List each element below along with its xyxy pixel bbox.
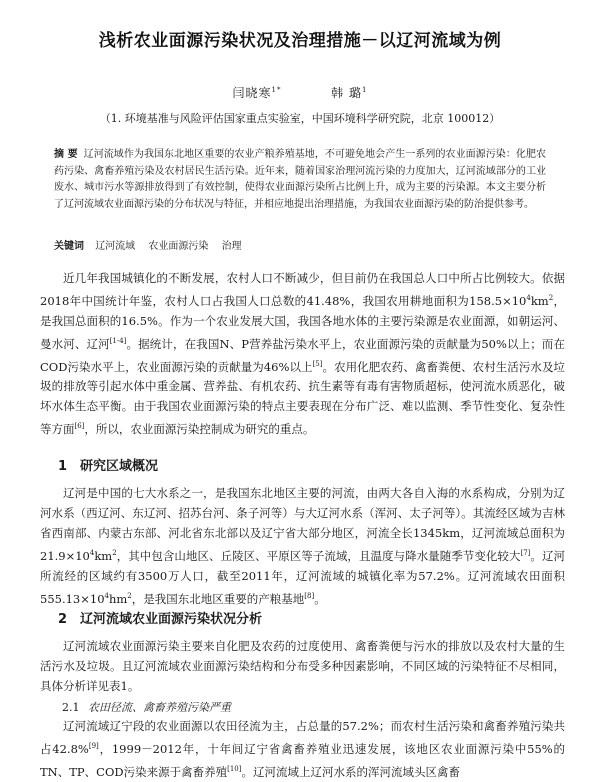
author-line bbox=[0, 84, 600, 101]
keyword: 辽河流域 bbox=[95, 241, 136, 252]
text-run: ，其中包含山地区、丘陵区、平原区等子流域，且温度与降水量随季节变化较大 bbox=[116, 548, 521, 563]
abstract-text: 辽河流域作为我国东北地区重要的农业产粮养殖基地，不可避免地会产生一系列的农业面源污染：化肥农药污染、禽畜养殖污染及农村居民生活污染。近年来，随着国家治理河流污染的力度加大，辽河流域部分的工业废水、城市污水等源排放得到了有效控制，使得农业面源污染所占比例上升，成为主要的污染源。本文主要分析了辽河流域农业面源污染的分布状况与特征，并相应地提出治理措施，为我国农业面源污染的防治提供参考。 bbox=[54, 149, 546, 210]
text-run: 。辽河流域上辽河水系的浑河流域头区禽畜 bbox=[241, 764, 460, 779]
section-number: 1 bbox=[58, 459, 68, 474]
section-paragraph bbox=[40, 636, 565, 696]
paper-title: 浅析农业面源污染状况及治理措施－以辽河流域为例 bbox=[98, 31, 502, 51]
citation-superscript: [1-4] bbox=[109, 336, 127, 345]
section-paragraph bbox=[40, 483, 565, 609]
citation-superscript: 2 bbox=[112, 549, 117, 557]
citation-superscript: 2 bbox=[548, 294, 554, 302]
subsection-heading bbox=[62, 699, 231, 715]
abstract-label: 摘 要 bbox=[54, 149, 78, 160]
text-run: ，所以，农业面源污染控制成为研究的重点。 bbox=[84, 422, 315, 437]
citation-superscript: [7] bbox=[520, 549, 531, 557]
text-run: km bbox=[94, 548, 113, 563]
text-run: 辽河是中国的七大水系之一，是我国东北地区主要的河流，由两大各自入海的水系构成，分别为辽河水系（西辽河、东辽河、招苏台河、条子河等）与大辽河水系（浑河、太子河等）。其流经区域为吉林省西南部、内蒙古东部、河北省东北部以及辽宁省大部分地区，河流全长1345km，辽河流域总面积为21.9×10 bbox=[40, 486, 565, 563]
text-run: 近几年我国城镇化的不断发展，农村人口不断减少，但目前仍在我国总人口中所占比例较大。依据2018年中国统计年鉴，农村人口占我国人口总数的41.48%，我国农用耕地面积为158.5×10 bbox=[40, 271, 565, 308]
text-run: ，是我国总面积的16.5%。作为一个农业发展大国，我国各地水体的主要污染源是农业面源，如朝运河、曼水河、辽河 bbox=[40, 293, 566, 351]
section-heading bbox=[58, 455, 158, 474]
keywords-label: 关键词 bbox=[54, 241, 84, 252]
text-run: 。农用化肥农药、禽畜粪便、农村生活污水及垃圾的排放等引起水体中重金属、营养盐、有机农药、抗生素等有毒有害物质超标，使河流水质恶化，破坏水体生态平衡。由于我国农业面源污染的特点主要表现在分布广泛、难以监测、季节性变化、复杂性等方面 bbox=[40, 359, 565, 437]
subsection-number: 2.1 bbox=[62, 701, 80, 714]
author-name: 闫晓寒 bbox=[232, 86, 272, 100]
section-heading bbox=[58, 608, 262, 627]
citation-superscript: 2 bbox=[127, 591, 132, 600]
text-run: 。 bbox=[314, 591, 326, 606]
citation-superscript: [10] bbox=[227, 764, 242, 773]
text-run: hm bbox=[108, 591, 128, 606]
section-number: 2 bbox=[58, 612, 68, 627]
keyword: 治理 bbox=[221, 241, 242, 252]
section-title: 研究区域概况 bbox=[80, 459, 159, 474]
citation-superscript: [8] bbox=[304, 591, 315, 600]
keywords bbox=[54, 237, 546, 252]
abstract bbox=[54, 147, 546, 213]
citation-superscript: [5] bbox=[312, 359, 323, 368]
text-run: km bbox=[530, 293, 549, 308]
text-run: 。辽河所流经的区域约有3500万人口，截至2011年，辽河流域的城镇化率为57.2%。辽河流域农田面积555.13×10 bbox=[40, 548, 565, 606]
text-run: ，1999－2012年，十年间辽宁省禽畜养殖业迅速发展，该地区农业面源污染中55%的TN、TP、COD污染来源于禽畜养殖 bbox=[40, 741, 565, 779]
author-name: 韩 璐 bbox=[331, 86, 362, 100]
intro-paragraph bbox=[40, 268, 565, 439]
text-run: 辽河流域辽宁段的农业面源以农田径流为主，占总量的57.2%；而农村生活污染和禽畜养殖污染共占42.8% bbox=[40, 719, 565, 756]
citation-superscript: [9] bbox=[88, 742, 99, 750]
text-run: ，是我国东北地区重要的产粮基地 bbox=[131, 591, 305, 606]
keyword: 农业面源污染 bbox=[148, 241, 209, 252]
citation-superscript: 4 bbox=[104, 591, 109, 600]
section-title: 辽河流域农业面源污染状况分析 bbox=[80, 612, 263, 627]
author-affiliation-mark: 1 bbox=[362, 86, 368, 94]
citation-superscript: 4 bbox=[526, 294, 531, 302]
text-run: 辽河流域农业面源污染主要来自化肥及农药的过度使用、禽畜粪便与污水的排放以及农村大量的生活污水及垃圾。且辽河流域农业面源污染结构和分布受多种因素影响，不同区域的污染特征不尽相同，具体分析详见表1。 bbox=[40, 639, 565, 693]
author-affiliation-mark: 1* bbox=[271, 86, 282, 94]
subsection-paragraph bbox=[40, 716, 565, 782]
subsection-title: 农田径流、禽畜养殖污染严重 bbox=[88, 701, 231, 714]
citation-superscript: 4 bbox=[89, 549, 95, 557]
text-run: 。据统计，在我国N、P营养盐污染水平上，农业面源污染的贡献量为50%以上；而在COD污染水平上，农业面源污染的贡献量为46%以上 bbox=[40, 336, 566, 374]
citation-superscript: [6] bbox=[74, 422, 85, 431]
affiliation: （1. 环境基准与风险评估国家重点实验室，中国环境科学研究院，北京 100012） bbox=[99, 112, 501, 125]
